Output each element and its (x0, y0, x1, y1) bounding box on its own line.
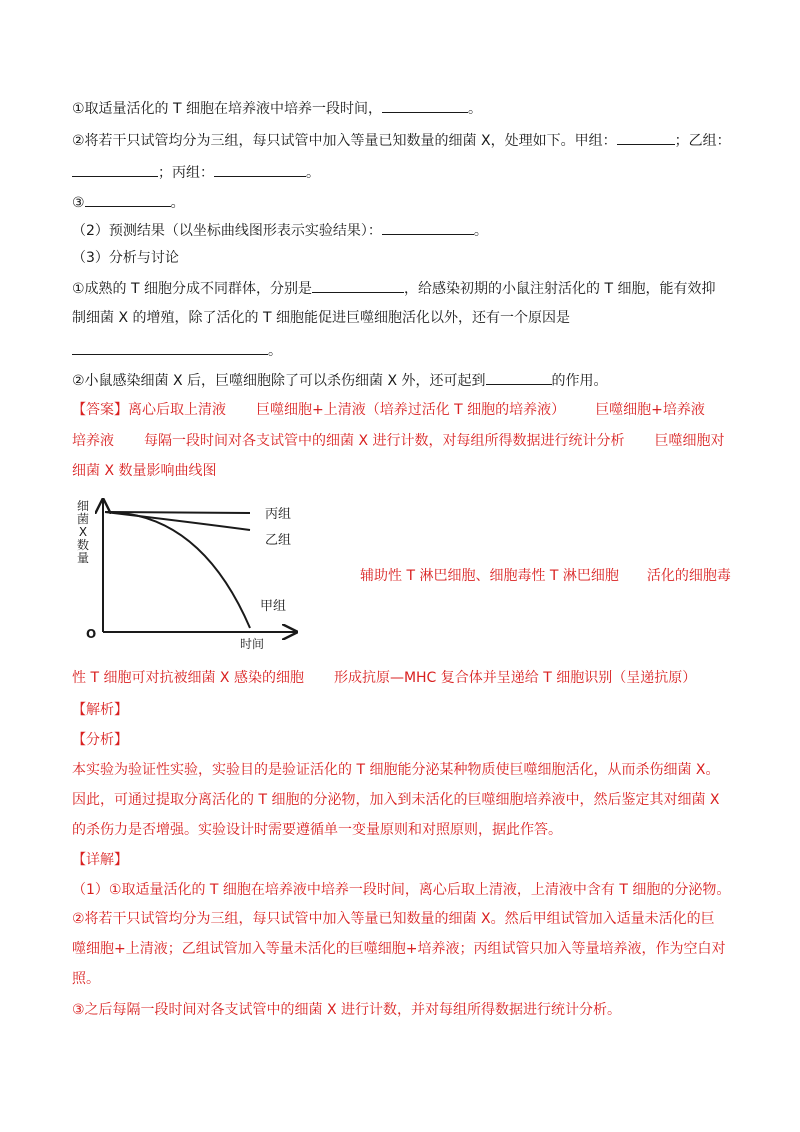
detail-d4: 照。 (72, 971, 100, 987)
bacteria-count-chart (70, 492, 310, 650)
fenxi-tag: 【分析】 (72, 732, 128, 748)
series-line-乙组 (105, 512, 250, 530)
q2-line: ②小鼠感染细菌 X 后，巨噬细胞除了可以杀伤细菌 X 外，还可起到 的作用。 (72, 370, 608, 391)
step1-line: ①取适量活化的 T 细胞在培养液中培养一段时间， 。 (72, 98, 482, 119)
step2-line: ②将若干只试管均分为三组，每只试管中加入等量已知数量的细菌 X，处理如下。甲组： ；乙组： (72, 130, 731, 151)
detail-d3: 噬细胞+上清液；乙组试管加入等量未活化的巨噬细胞+培养液；丙组试管只加入等量培养液，作为空白对 (72, 941, 726, 957)
step2-line-cont: ；丙组： 。 (72, 162, 320, 183)
series-line-甲组 (105, 512, 250, 628)
answer-tag: 【答案】 (72, 402, 128, 418)
part2-line: （2）预测结果（以坐标曲线图形表示实验结果）： 。 (72, 220, 488, 241)
series-label-丙组: 丙组 (265, 507, 292, 522)
detail-tag: 【详解】 (72, 852, 128, 868)
answer-blank[interactable] (382, 220, 474, 235)
q1-line2: 制细菌 X 的增殖，除了活化的 T 细胞能促进巨噬细胞活化以外，还有一个原因是 (72, 310, 570, 326)
answer-line2: 培养液 每隔一段时间对各支试管中的细菌 X 进行计数，对每组所得数据进行统计分析 巨噬细胞对 (72, 433, 725, 449)
analysis-p2: 因此，可通过提取分离活化的 T 细胞的分泌物，加入到未活化的巨噬细胞培养液中，然后鉴定其对细菌 X (72, 792, 720, 808)
answer-blank[interactable] (312, 278, 404, 293)
series-label-乙组: 乙组 (265, 533, 292, 548)
answer-blank[interactable] (382, 98, 468, 113)
analysis-p3: 的杀伤力是否增强。实验设计时需要遵循单一变量原则和对照原则，据此作答。 (72, 822, 562, 838)
origin-label: O (86, 627, 97, 641)
x-axis-label: 时间 (240, 637, 265, 650)
answer-blank[interactable] (214, 162, 306, 177)
part3-title: （3）分析与讨论 (72, 250, 179, 266)
q1-line3: 。 (72, 340, 282, 361)
answer-line4: 辅助性 T 淋巴细胞、细胞毒性 T 淋巴细胞 活化的细胞毒 (360, 568, 731, 584)
answer-line1: 【答案】离心后取上清液 巨噬细胞+上清液（培养过活化 T 细胞的培养液） 巨噬细胞+培养液 (72, 402, 705, 418)
answer-blank[interactable] (486, 370, 552, 385)
analysis-tag: 【解析】 (72, 702, 128, 718)
detail-d2: ②将若干只试管均分为三组，每只试管中加入等量已知数量的细菌 X。然后甲组试管加入适量未活化的巨 (72, 911, 715, 927)
answer-line3: 细菌 X 数量影响曲线图 (72, 463, 217, 479)
analysis-p1: 本实验为验证性实验，实验目的是验证活化的 T 细胞能分泌某种物质使巨噬细胞活化，从而杀伤细菌 X。 (72, 762, 720, 778)
q1-line: ①成熟的 T 细胞分成不同群体，分别是 ，给感染初期的小鼠注射活化的 T 细胞，能有效抑 (72, 278, 715, 299)
step3-line: ③ 。 (72, 192, 185, 213)
answer-blank[interactable] (617, 130, 675, 145)
answer-blank[interactable] (72, 162, 158, 177)
answer-line5: 性 T 细胞可对抗被细菌 X 感染的细胞 形成抗原—MHC 复合体并呈递给 T 细胞识别（呈递抗原） (72, 670, 697, 686)
detail-d5: ③之后每隔一段时间对各支试管中的细菌 X 进行计数，并对每组所得数据进行统计分析。 (72, 1002, 622, 1018)
series-label-甲组: 甲组 (260, 599, 287, 614)
y-axis-label: 细菌 X 数量 (76, 499, 90, 565)
answer-blank[interactable] (72, 340, 268, 355)
detail-d1: （1）①取适量活化的 T 细胞在培养液中培养一段时间，离心后取上清液，上清液中含有 T 细胞的分泌物。 (72, 882, 731, 898)
answer-blank[interactable] (85, 192, 171, 207)
